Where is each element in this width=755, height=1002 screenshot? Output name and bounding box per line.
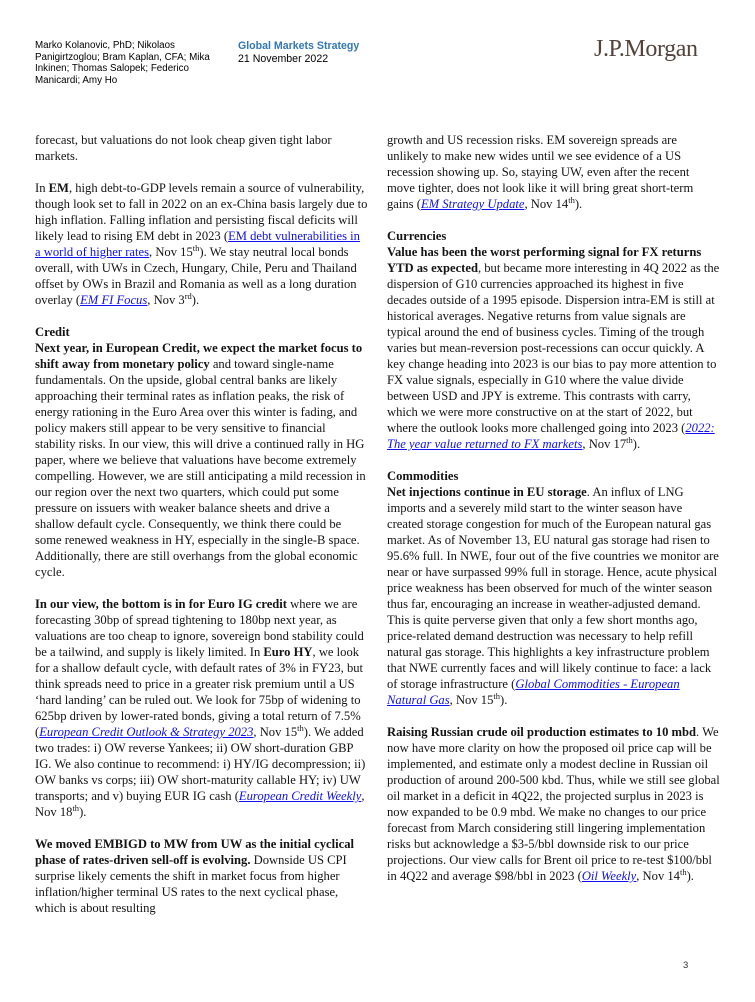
text-run: , we look for a shallow default cycle, with default rates of 3% in FY23, but think spreads need to price in a greater risk premium until a US ‘hard landing’ can be ruled out. We look for 75bp of widening to 625bp driven by lower-rated bonds, giving a total return of 7.5% ( <box>35 645 364 739</box>
jpmorgan-logo: J.P.Morgan <box>594 36 698 62</box>
text-run: Value has been the worst performing signal for FX returns YTD as expected <box>387 245 702 275</box>
text-run: , Nov 17 <box>582 437 627 451</box>
text-run: , Nov 18 <box>35 789 365 819</box>
text-run: , Nov 14 <box>636 869 680 883</box>
superscript: rd <box>184 290 192 301</box>
superscript: th <box>72 802 80 813</box>
report-link[interactable]: EM FI Focus <box>80 293 148 307</box>
report-link[interactable]: EM debt vulnerabilities in a world of higher rates <box>35 229 360 259</box>
report-link[interactable]: European Credit Weekly <box>238 789 362 803</box>
text-run: where we are forecasting 30bp of spread tightening to 180bp next year, as valuations are too cheap to ignore, sovereign bond stability could be a tailwind, and supply is likely limited. In <box>35 597 364 659</box>
text-run: Euro HY <box>263 645 313 659</box>
paragraph-fx-value <box>387 244 720 452</box>
text-run: , Nov 15 <box>149 245 193 259</box>
publication-date: 21 November 2022 <box>238 53 329 65</box>
text-run: ). We added two trades: i) OW reverse Yankees; ii) OW short-duration GBP IG. We also continue to recommend: i) HY/IG decompression; ii) OW banks vs corps; iii) OW short-maturity callable HY; iv) UW transports; and v) buying EUR IG cash ( <box>35 725 366 803</box>
paragraph-embigd <box>35 836 368 916</box>
right-column <box>387 132 720 900</box>
text-run: We moved EMBIGD to MW from UW as the initial cyclical phase of rates-driven sell-off is evolving. <box>35 837 355 867</box>
publication-title: Global Markets Strategy <box>238 40 360 52</box>
paragraph-em-debt <box>35 180 368 308</box>
report-link[interactable]: 2022: The year value returned to FX markets <box>387 421 715 451</box>
text-run: ). <box>500 693 508 707</box>
text-run: growth and US recession risks. EM sovereign spreads are unlikely to make new wides until we see evidence of a US recession showing up. So, staying UW, even after the recent move tighter, does not look like it will bring great short-term gains ( <box>387 133 694 211</box>
report-link[interactable]: EM Strategy Update <box>420 197 525 211</box>
text-run: EM <box>48 181 69 195</box>
section-heading-commodities: Commodities <box>387 469 459 483</box>
paragraph-russian-crude <box>387 724 720 884</box>
text-run: Downside US CPI surprise likely cements the shift in market focus from higher inflation/higher terminal US rates to the next cyclical phase, which is about resulting <box>35 853 347 915</box>
text-run: Raising Russian crude oil production estimates to 10 mbd <box>387 725 697 739</box>
text-run: . An influx of LNG imports and a severely mild start to the winter season have created storage congestion for much of the European natural gas market. As of November 13, EU natural gas storage had risen to 95.6% full. In NWE, four out of the five countries we monitor are near or have surpassed 99% full in storage. Hence, acute physical price weakness has been observed for much of the winter season thus far, encouraging an increase in weather-adjusted demand. This is quite perverse given that only a few short months ago, price-related demand destruction was necessary to help refill natural gas storage. This highlights a key infrastructure problem that NWE currently faces and will likely continue to face: a lack of storage infrastructure ( <box>387 485 719 691</box>
text-run: ). <box>632 437 641 451</box>
text-run: ). <box>574 197 583 211</box>
paragraph-forecast-continuation <box>35 132 368 164</box>
paragraph-european-credit <box>35 340 368 580</box>
text-run: ). <box>79 805 87 819</box>
authors: Marko Kolanovic, PhD; Nikolaos Panigirtzoglou; Bram Kaplan, CFA; Mika Inkinen; Thomas Salopek; Federico Manicardi; Amy Ho <box>35 40 210 86</box>
text-run: , Nov 3 <box>147 293 185 307</box>
section-heading-credit: Credit <box>35 325 70 339</box>
text-run: ). We stay neutral local bonds overall, with UWs in Czech, Hungary, Chile, Peru and Thailand offset by OWs in Brazil and Romania as well as a long duration overlay ( <box>35 245 357 307</box>
text-run: and toward single-name fundamentals. On the upside, global central banks are likely approaching their terminal rates as inflation peaks, the risk of energy rationing in the Euro Area over this winter is fading, and policy makers still appear to be very sensitive to financial stability risks. In our view, this will drive a continued rally in HG paper, where we believe that valuations have become extremely compelling. However, we are still anticipating a mild recession in our region over the next two quarters, which could put some pressure on issuers with weaker balance sheets and drive a shallow default cycle. Consequently, we think there could be some renewed weakness in HY, especially in the single-B space. Additionally, there are still overhangs from the global economic cycle. <box>35 357 366 579</box>
text-run: Net injections continue in EU storage <box>387 485 587 499</box>
superscript: th <box>493 690 500 701</box>
text-run: . We now have more clarity on how the proposed oil price cap will be implemented, and estimate only a modest decline in Russian oil production of around 200-500 kbd. Thus, while we still see global oil market in a deficit in 4Q22, the projected surplus in 2023 is now expanded to be 0.9 mbd. We make no changes to our price forecast from March considering still lingering implementation risks but acknowledge a $3-5/bbl downside risk to our price projections. Our view calls for Brent oil price to re-test $100/bbl in 4Q22 and average $98/bbl in 2023 ( <box>387 725 720 883</box>
superscript: th <box>679 866 687 877</box>
text-run: ). <box>686 869 694 883</box>
report-link[interactable]: Global Commodities - European Natural Gas <box>387 677 680 707</box>
text-run: , Nov 15 <box>253 725 298 739</box>
page-number: 3 <box>683 960 689 971</box>
report-link[interactable]: European Credit Outlook & Strategy 2023 <box>39 725 254 739</box>
text-run: , Nov 14 <box>524 197 569 211</box>
paragraph-eu-storage <box>387 484 720 708</box>
text-run: In <box>35 181 49 195</box>
text-run: In our view, the bottom is in for Euro IG credit <box>35 597 288 611</box>
text-run: , high debt-to-GDP levels remain a source of vulnerability, though look set to fall in 2022 on an ex-China basis largely due to high inflation. Falling inflation and persisting fiscal deficits will likely lead to rising EM debt in 2023 ( <box>35 181 368 243</box>
superscript: th <box>192 242 200 253</box>
superscript: th <box>568 194 575 205</box>
paragraph-growth-recession-continuation <box>387 132 720 212</box>
superscript: th <box>626 434 633 445</box>
text-run: ). <box>191 293 200 307</box>
text-run: , Nov 15 <box>449 693 494 707</box>
left-column <box>35 132 368 932</box>
paragraph-euro-ig <box>35 596 368 820</box>
text-run: Next year, in European Credit, we expect the market focus to shift away from monetary policy <box>35 341 363 371</box>
report-link[interactable]: Oil Weekly <box>581 869 637 883</box>
text-run: forecast, but valuations do not look cheap given tight labor markets. <box>35 133 332 163</box>
superscript: th <box>297 722 304 733</box>
text-run: , but became more interesting in 4Q 2022 as the dispersion of G10 currencies approached its highest in five decades outside of a 1995 episode. Dispersion intra-EM is still at historical averages. Negative returns from value signals are typical around the end of business cycles. Timing of the trough varies but mean-reversion post-recessions can occur quickly. A key change heading into 2023 is our bias to pay more attention to FX value signals, especially in G10 where the value divide between USD and JPY is extreme. This contrasts with carry, which we were more constructive on at the start of 2022, but where the outlook looks more challenged going into 2023 ( <box>387 261 720 435</box>
section-heading-currencies: Currencies <box>387 229 447 243</box>
